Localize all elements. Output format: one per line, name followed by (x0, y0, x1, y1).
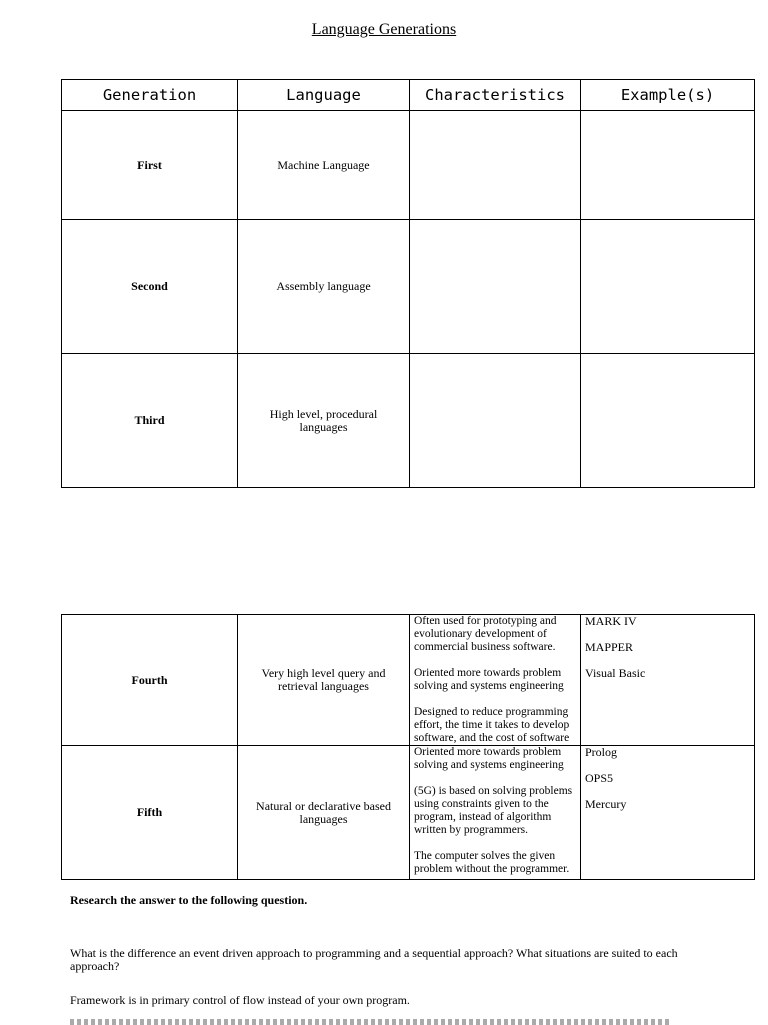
characteristics-cell (410, 746, 581, 880)
examples-cell (581, 220, 755, 354)
table-row (62, 615, 755, 746)
examples-cell (581, 615, 755, 746)
generation-cell: Fifth (62, 746, 238, 880)
examples-cell (581, 111, 755, 220)
language-cell: High level, procedural languages (238, 354, 410, 488)
examples-cell (581, 354, 755, 488)
example-text: OPS5 (585, 771, 614, 785)
table-row (62, 354, 755, 488)
generations-table-bottom (61, 614, 755, 880)
language-cell: Machine Language (238, 111, 410, 220)
page-title: Language Generations (311, 21, 457, 38)
characteristics-cell (410, 111, 581, 220)
characteristics-cell (410, 354, 581, 488)
table-header-row (62, 80, 755, 111)
cut-off-text-line (70, 1019, 670, 1025)
characteristic-text: Designed to reduce programming effort, the time it takes to develop software, and the cost of software (414, 706, 570, 744)
generation-cell: Third (62, 354, 238, 488)
generation-cell: Fourth (62, 615, 238, 746)
generation-cell: First (62, 111, 238, 220)
header-language: Language (238, 80, 410, 111)
example-text: Prolog (585, 745, 618, 759)
answer-text: Framework is in primary control of flow instead of your own program. (70, 993, 410, 1007)
characteristic-text: The computer solves the given problem without the programmer. (414, 850, 570, 875)
characteristic-text: Oriented more towards problem solving and systems engineering (414, 746, 564, 771)
language-cell: Very high level query and retrieval languages (238, 615, 410, 746)
example-text: Visual Basic (585, 666, 646, 680)
research-heading: Research the answer to the following question. (70, 893, 308, 907)
language-cell: Natural or declarative based languages (238, 746, 410, 880)
header-generation: Generation (62, 80, 238, 111)
characteristic-text: Oriented more towards problem solving and systems engineering (414, 667, 564, 692)
example-text: MARK IV (585, 614, 637, 628)
table-row (62, 111, 755, 220)
question-text: What is the difference an event driven approach to programming and a sequential approach? What situations are suited to each approach? (70, 946, 678, 973)
characteristics-cell (410, 220, 581, 354)
table-row (62, 220, 755, 354)
characteristic-text: Often used for prototyping and evolutionary development of commercial business software. (414, 615, 557, 653)
language-cell: Assembly language (238, 220, 410, 354)
generation-cell: Second (62, 220, 238, 354)
table-row (62, 746, 755, 880)
example-text: MAPPER (585, 640, 634, 654)
example-text: Mercury (585, 797, 627, 811)
examples-cell (581, 746, 755, 880)
characteristics-cell (410, 615, 581, 746)
generations-table-top (61, 79, 755, 488)
header-characteristics: Characteristics (410, 80, 581, 111)
header-examples: Example(s) (581, 80, 755, 111)
characteristic-text: (5G) is based on solving problems using constraints given to the program, instead of algorithm written by programmers. (414, 785, 573, 836)
